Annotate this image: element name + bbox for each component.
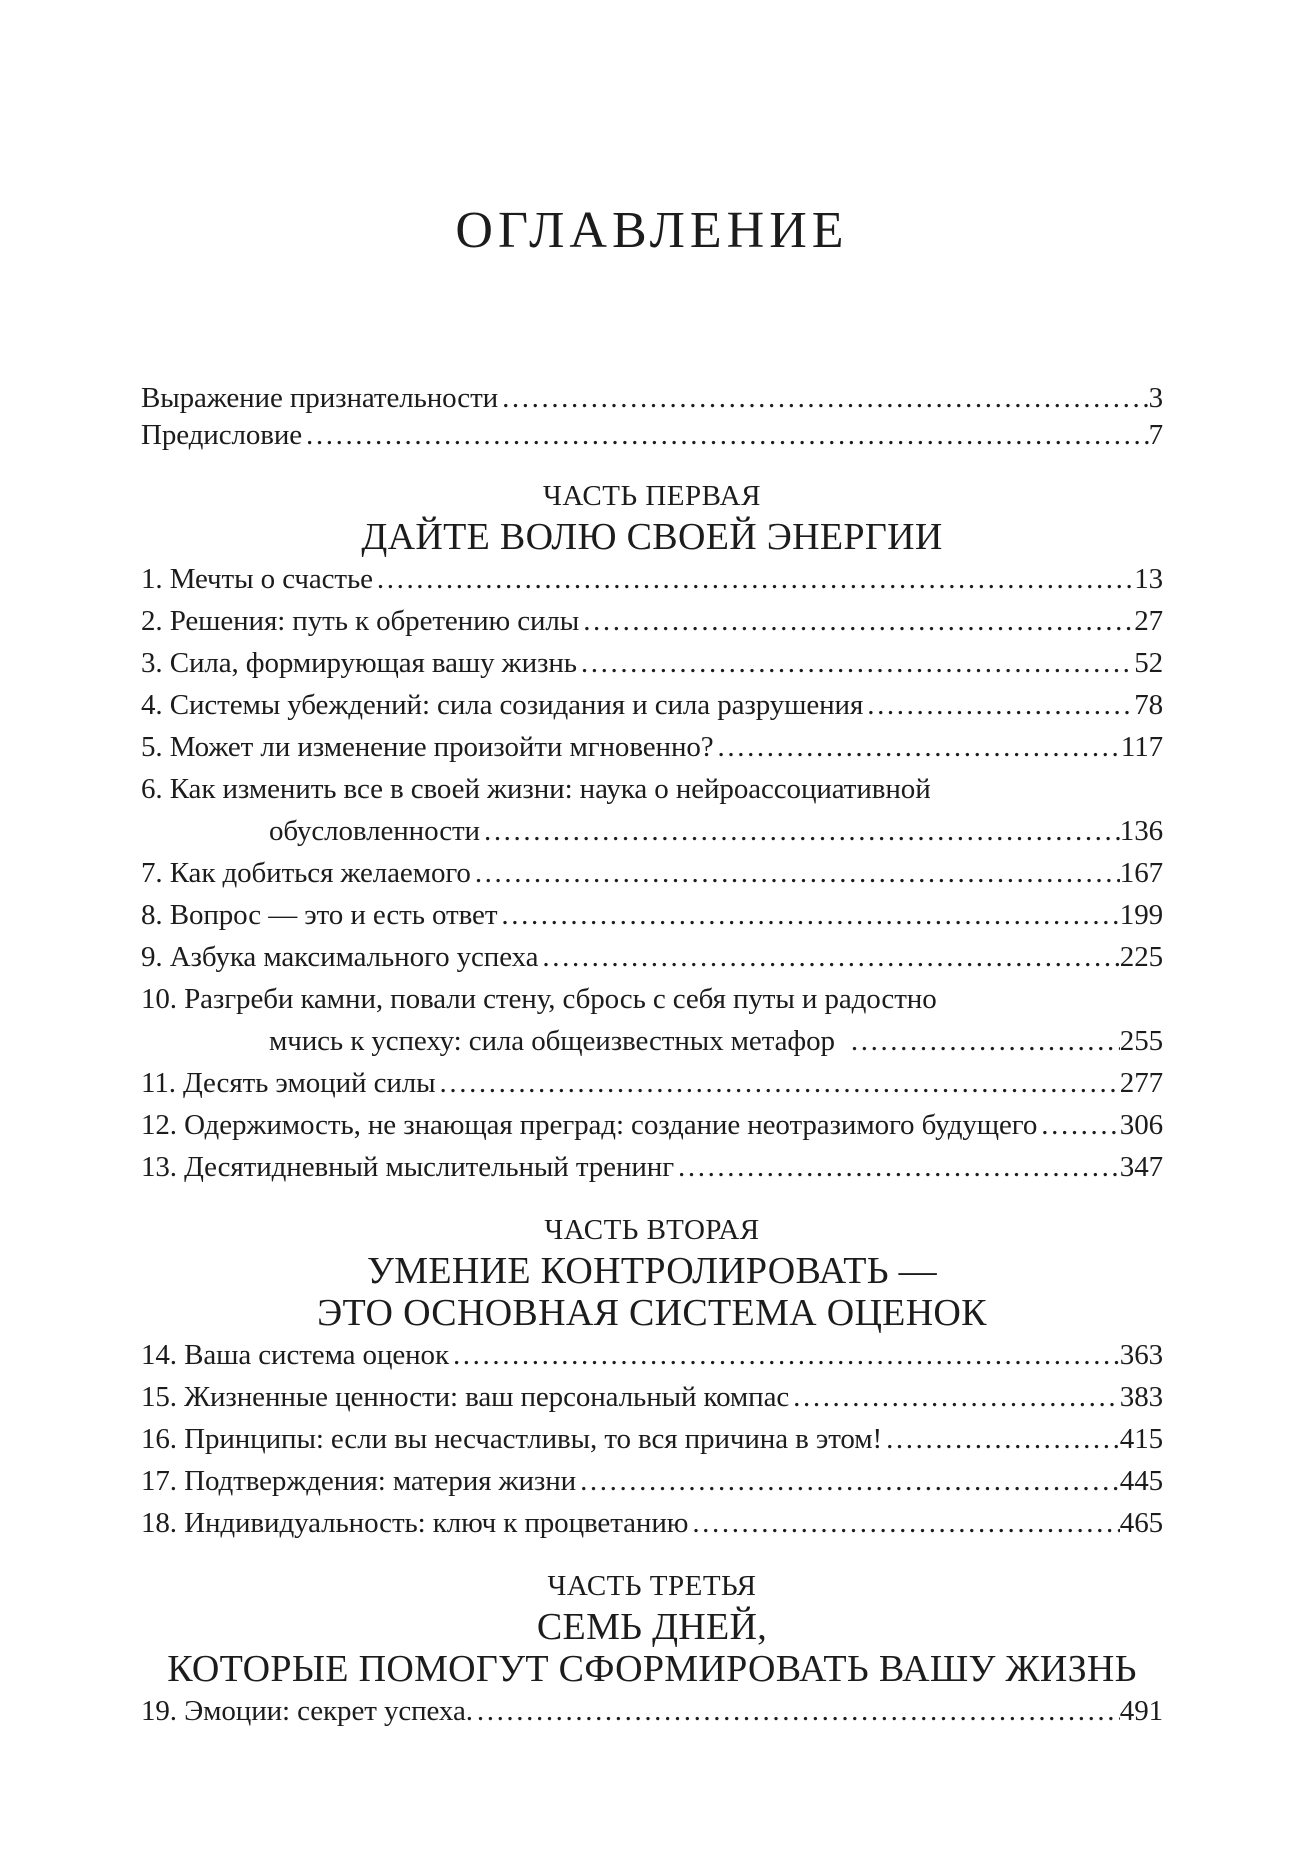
toc-entry-label: 18. Индивидуальность: ключ к процветанию	[141, 1507, 689, 1539]
dot-leader	[373, 558, 1134, 600]
toc-entry-continuation-line	[141, 810, 1163, 852]
toc-entry-first-line	[141, 768, 1163, 810]
page-number: 199	[1119, 899, 1163, 931]
toc-entry	[141, 1104, 1163, 1146]
toc-entry-label: 8. Вопрос — это и есть ответ	[141, 899, 498, 931]
toc-entry-first-line	[141, 978, 1163, 1020]
toc-entry-label: 5. Может ли изменение произойти мгновенно?	[141, 731, 714, 763]
toc-entry-label: 9. Азбука максимального успеха	[141, 941, 539, 973]
toc-entry	[141, 1690, 1163, 1732]
part-heading-block	[141, 476, 1163, 558]
toc-entry	[141, 894, 1163, 936]
toc-entry-label: 14. Ваша система оценок	[141, 1339, 449, 1371]
dot-leader	[674, 1146, 1120, 1188]
page-number: 3	[1148, 382, 1163, 414]
chapter-list	[141, 1690, 1163, 1732]
dot-leader	[1037, 1104, 1120, 1146]
page-number: 225	[1119, 941, 1163, 973]
toc-entry-label: 19. Эмоции: секрет успеха.	[141, 1695, 473, 1727]
toc-entry-label: 6. Как изменить все в своей жизни: наука о нейроассоциативной	[141, 773, 931, 805]
page-title: ОГЛАВЛЕНИЕ	[455, 202, 849, 259]
toc-entry	[141, 417, 1163, 454]
toc-entry	[141, 380, 1163, 417]
toc-entry	[141, 1146, 1163, 1188]
toc-entry	[141, 600, 1163, 642]
toc-entry-label: Выражение признательности	[141, 382, 499, 414]
toc-entry	[141, 768, 1163, 852]
toc-entry	[141, 642, 1163, 684]
toc-entry-label: 17. Подтверждения: материя жизни	[141, 1465, 577, 1497]
toc-entry	[141, 1460, 1163, 1502]
toc-entry-label: 3. Сила, формирующая вашу жизнь	[141, 647, 577, 679]
page-number: 78	[1134, 689, 1163, 721]
toc-entry	[141, 936, 1163, 978]
part-heading-line: СЕМЬ ДНЕЙ,	[536, 1606, 768, 1648]
page-number: 347	[1119, 1151, 1163, 1183]
dot-leader	[497, 894, 1119, 936]
toc-entry	[141, 1502, 1163, 1544]
part-kicker: ЧАСТЬ ВТОРАЯ	[544, 1214, 760, 1246]
dot-leader	[471, 852, 1120, 894]
dot-leader	[473, 1690, 1120, 1732]
page-number: 255	[1119, 1025, 1163, 1057]
toc-entry-label: Предисловие	[141, 419, 303, 451]
page-number: 7	[1148, 419, 1163, 451]
page-number: 415	[1119, 1423, 1163, 1455]
toc-entry	[141, 1334, 1163, 1376]
toc-entry	[141, 684, 1163, 726]
chapter-list	[141, 558, 1163, 1188]
front-matter-list	[141, 380, 1163, 454]
toc-entry-label: 13. Десятидневный мыслительный тренинг	[141, 1151, 675, 1183]
dot-leader	[449, 1334, 1120, 1376]
dot-leader	[538, 936, 1119, 978]
dot-leader	[436, 1062, 1120, 1104]
toc-entry	[141, 852, 1163, 894]
dot-leader	[863, 684, 1134, 726]
toc-entry	[141, 558, 1163, 600]
page-number: 52	[1134, 647, 1163, 679]
dot-leader	[882, 1418, 1120, 1460]
dot-leader	[789, 1376, 1120, 1418]
dot-leader	[498, 380, 1149, 417]
part-kicker: ЧАСТЬ ПЕРВАЯ	[543, 480, 761, 512]
part-heading-line: УМЕНИЕ КОНТРОЛИРОВАТЬ —	[367, 1250, 937, 1292]
toc-entry-label: 11. Десять эмоций силы	[141, 1067, 436, 1099]
toc-entry-label: 2. Решения: путь к обретению силы	[141, 605, 580, 637]
toc-entry-label: 7. Как добиться желаемого	[141, 857, 471, 889]
toc-entry-continuation: обусловленности	[269, 815, 480, 847]
part-heading-block	[141, 1566, 1163, 1690]
dot-leader	[577, 642, 1134, 684]
part-heading-line: ЭТО ОСНОВНАЯ СИСТЕМА ОЦЕНОК	[317, 1292, 987, 1334]
toc-entry-label: 4. Системы убеждений: сила созидания и сила разрушения	[141, 689, 864, 721]
toc-entry-label: 10. Разгреби камни, повали стену, сбрось с себя путы и радостно	[141, 983, 937, 1015]
toc-entry	[141, 1062, 1163, 1104]
toc-entry-label: 16. Принципы: если вы несчастливы, то вся причина в этом!	[141, 1423, 883, 1455]
page-number: 167	[1119, 857, 1163, 889]
part-heading-line: КОТОРЫЕ ПОМОГУТ СФОРМИРОВАТЬ ВАШУ ЖИЗНЬ	[167, 1648, 1137, 1690]
toc-entry-label: 1. Мечты о счастье	[141, 563, 373, 595]
toc-entry	[141, 1418, 1163, 1460]
dot-leader	[579, 600, 1134, 642]
page-number: 363	[1119, 1339, 1163, 1371]
page-number: 465	[1119, 1507, 1163, 1539]
toc-entry	[141, 726, 1163, 768]
chapter-list	[141, 1334, 1163, 1544]
dot-leader	[302, 417, 1149, 454]
page-number: 117	[1120, 731, 1163, 763]
dot-leader	[714, 726, 1121, 768]
toc-entry	[141, 1376, 1163, 1418]
dot-leader	[576, 1460, 1120, 1502]
page-number: 13	[1134, 563, 1163, 595]
page-number: 306	[1119, 1109, 1163, 1141]
part-kicker: ЧАСТЬ ТРЕТЬЯ	[547, 1570, 757, 1602]
page-number: 277	[1119, 1067, 1163, 1099]
page-number: 136	[1119, 815, 1163, 847]
part-heading-block	[141, 1210, 1163, 1334]
toc-entry-continuation: мчись к успеху: сила общеизвестных метафор	[269, 1025, 835, 1057]
toc-entry	[141, 978, 1163, 1062]
part-heading-line: ДАЙТЕ ВОЛЮ СВОЕЙ ЭНЕРГИИ	[361, 516, 943, 558]
page-number: 27	[1134, 605, 1163, 637]
page-number: 445	[1119, 1465, 1163, 1497]
toc-entry-continuation-line	[141, 1020, 1163, 1062]
dot-leader	[847, 1020, 1120, 1062]
dot-leader	[480, 810, 1120, 852]
toc-entry-label: 15. Жизненные ценности: ваш персональный компас	[141, 1381, 790, 1413]
toc-entry-label: 12. Одержимость, не знающая преград: создание неотразимого будущего	[141, 1109, 1038, 1141]
page-number: 383	[1119, 1381, 1163, 1413]
dot-leader	[688, 1502, 1119, 1544]
page-number: 491	[1119, 1695, 1163, 1727]
